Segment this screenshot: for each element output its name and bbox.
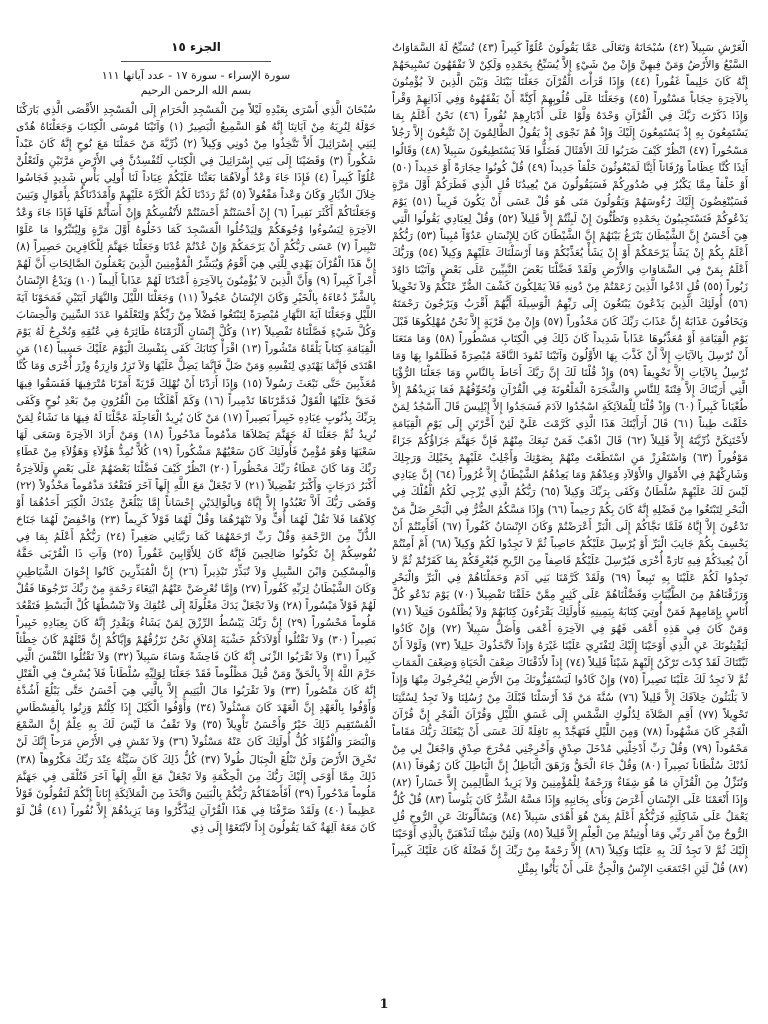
sura-info: سورة الإسراء - سورة ١٧ - عدد آياتها ١١١ xyxy=(101,69,291,82)
sura-header xyxy=(16,40,376,98)
bismillah: بسم الله الرحمن الرحيم xyxy=(140,84,252,97)
right-column-text: الْعَرْشِ سَبِيلاً (٤٢) سُبْحَانَهُ وَتَعَالَى عَمَّا يَقُولُونَ عُلُوّاً كَبِيراً (٤٣) تُسَبِّحُ لَهُ السَّمَاوَاتُ السَّبْعُ وَالأَرْضُ وَمَنْ فِيهِنَّ وَإِنْ مِنْ شَيْءٍ إِلاَّ يُسَبِّحُ بِحَمْدِهِ وَلَكِنْ لاَ تَفْقَهُونَ تَسْبِيحَهُمْ إِنَّهُ كَانَ حَلِيماً غَفُوراً (٤٤) وَإِذَا قَرَأْتَ الْقُرْآنَ جَعَلْنَا بَيْنَكَ وَبَيْنَ الَّذِينَ لاَ يُؤْمِنُونَ بِالآخِرَةِ حِجَاباً مَسْتُوراً (٤٥) وَجَعَلْنَا عَلَى قُلُوبِهِمْ أَكِنَّةً أَنْ يَفْقَهُوهُ وَفِي آذَانِهِمْ وَقْراً وَإِذَا ذَكَرْتَ رَبَّكَ فِي الْقُرْآنِ وَحْدَهُ وَلَّوْا عَلَى أَدْبَارِهِمْ نُفُوراً (٤٦) نَحْنُ أَعْلَمُ بِمَا يَسْتَمِعُونَ بِهِ إِذْ يَسْتَمِعُونَ إِلَيْكَ وَإِذْ هُمْ نَجْوَى إِذْ يَقُولُ الظَّالِمُونَ إِنْ تَتَّبِعُونَ إِلاَّ رَجُلاً مَسْحُوراً (٤٧) انْظُرْ كَيْفَ ضَرَبُوا لَكَ الأَمْثَالَ فَضَلُّوا فَلاَ يَسْتَطِيعُونَ سَبِيلاً (٤٨) وَقَالُوا أَئِذَا كُنَّا عِظَاماً وَرُفَاتاً أَئِنَّا لَمَبْعُوثُونَ خَلْقاً جَدِيداً (٤٩) قُلْ كُونُوا حِجَارَةً أَوْ حَدِيداً (٥٠) أَوْ خَلْقاً مِمَّا يَكْبُرُ فِي صُدُورِكُمْ فَسَيَقُولُونَ مَنْ يُعِيدُنَا قُلِ الَّذِي فَطَرَكُمْ أَوَّلَ مَرَّةٍ فَسَيُنْغِضُونَ إِلَيْكَ رُءُوسَهُمْ وَيَقُولُونَ مَتَى هُوَ قُلْ عَسَى أَنْ يَكُونَ قَرِيباً (٥١) يَوْمَ يَدْعُوكُمْ فَتَسْتَجِيبُونَ بِحَمْدِهِ وَتَظُنُّونَ إِنْ لَبِثْتُمْ إِلاَّ قَلِيلاً (٥٢) وَقُلْ لِعِبَادِي يَقُولُوا الَّتِي هِيَ أَحْسَنُ إِنَّ الشَّيْطَانَ يَنْزَغُ بَيْنَهُمْ إِنَّ الشَّيْطَانَ كَانَ لِلإِنْسَانِ عَدُوّاً مُبِيناً (٥٣) رَبُّكُمْ أَعْلَمُ بِكُمْ إِنْ يَشَأْ يَرْحَمْكُمْ أَوْ إِنْ يَشَأْ يُعَذِّبْكُمْ وَمَا أَرْسَلْنَاكَ عَلَيْهِمْ وَكِيلاً (٥٤) وَرَبُّكَ أَعْلَمُ بِمَنْ فِي السَّمَاوَاتِ وَالأَرْضِ وَلَقَدْ فَضَّلْنَا بَعْضَ النَّبِيِّينَ عَلَى بَعْضٍ وَآتَيْنَا دَاوُدَ زَبُوراً (٥٥) قُلِ ادْعُوا الَّذِينَ زَعَمْتُمْ مِنْ دُونِهِ فَلاَ يَمْلِكُونَ كَشْفَ الضُّرِّ عَنْكُمْ وَلاَ تَحْوِيلاً (٥٦) أُولَئِكَ الَّذِينَ يَدْعُونَ يَبْتَغُونَ إِلَى رَبِّهِمُ الْوَسِيلَةَ أَيُّهُمْ أَقْرَبُ وَيَرْجُونَ رَحْمَتَهُ وَيَخَافُونَ عَذَابَهُ إِنَّ عَذَابَ رَبِّكَ كَانَ مَحْذُوراً (٥٧) وَإِنْ مِنْ قَرْيَةٍ إِلاَّ نَحْنُ مُهْلِكُوهَا قَبْلَ يَوْمِ الْقِيَامَةِ أَوْ مُعَذِّبُوهَا عَذَاباً شَدِيداً كَانَ ذَلِكَ فِي الْكِتَابِ مَسْطُوراً (٥٨) وَمَا مَنَعَنَا أَنْ نُرْسِلَ بِالآيَاتِ إِلاَّ أَنْ كَذَّبَ بِهَا الأَوَّلُونَ وَآتَيْنَا ثَمُودَ النَّاقَةَ مُبْصِرَةً فَظَلَمُوا بِهَا وَمَا نُرْسِلُ بِالآيَاتِ إِلاَّ تَخْوِيفاً (٥٩) وَإِذْ قُلْنَا لَكَ إِنَّ رَبَّكَ أَحَاطَ بِالنَّاسِ وَمَا جَعَلْنَا الرُّؤْيَا الَّتِي أَرَيْنَاكَ إِلاَّ فِتْنَةً لِلنَّاسِ وَالشَّجَرَةَ الْمَلْعُونَةَ فِي الْقُرْآنِ وَنُخَوِّفُهُمْ فَمَا يَزِيدُهُمْ إِلاَّ طُغْيَاناً كَبِيراً (٦٠) وَإِذْ قُلْنَا لِلْمَلاَئِكَةِ اسْجُدُوا لآدَمَ فَسَجَدُوا إِلاَّ إِبْلِيسَ قَالَ أَأَسْجُدُ لِمَنْ خَلَقْتَ طِيناً (٦١) قَالَ أَرَأَيْتَكَ هَذَا الَّذِي كَرَّمْتَ عَلَيَّ لَئِنْ أَخَّرْتَنِ إِلَى يَوْمِ الْقِيَامَةِ لأَحْتَنِكَنَّ ذُرِّيَّتَهُ إِلاَّ قَلِيلاً (٦٢) قَالَ اذْهَبْ فَمَنْ تَبِعَكَ مِنْهُمْ فَإِنَّ جَهَنَّمَ جَزَاؤُكُمْ جَزَاءً مَوْفُوراً (٦٣) وَاسْتَفْزِزْ مَنِ اسْتَطَعْتَ مِنْهُمْ بِصَوْتِكَ وَأَجْلِبْ عَلَيْهِمْ بِخَيْلِكَ وَرَجِلِكَ وَشَارِكْهُمْ فِي الأَمْوَالِ وَالأَوْلاَدِ وَعِدْهُمْ وَمَا يَعِدُهُمُ الشَّيْطَانُ إِلاَّ غُرُوراً (٦٤) إِنَّ عِبَادِي لَيْسَ لَكَ عَلَيْهِمْ سُلْطَانٌ وَكَفَى بِرَبِّكَ وَكِيلاً (٦٥) رَبُّكُمُ الَّذِي يُزْجِي لَكُمُ الْفُلْكَ فِي الْبَحْرِ لِتَبْتَغُوا مِنْ فَضْلِهِ إِنَّهُ كَانَ بِكُمْ رَحِيماً (٦٦) وَإِذَا مَسَّكُمُ الضُّرُّ فِي الْبَحْرِ ضَلَّ مَنْ تَدْعُونَ إِلاَّ إِيَّاهُ فَلَمَّا نَجَّاكُمْ إِلَى الْبَرِّ أَعْرَضْتُمْ وَكَانَ الإِنْسَانُ كَفُوراً (٦٧) أَفَأَمِنْتُمْ أَنْ يَخْسِفَ بِكُمْ جَانِبَ الْبَرِّ أَوْ يُرْسِلَ عَلَيْكُمْ حَاصِباً ثُمَّ لاَ تَجِدُوا لَكُمْ وَكِيلاً (٦٨) أَمْ أَمِنْتُمْ أَنْ يُعِيدَكُمْ فِيهِ تَارَةً أُخْرَى فَيُرْسِلَ عَلَيْكُمْ قَاصِفاً مِنَ الرِّيحِ فَيُغْرِقَكُمْ بِمَا كَفَرْتُمْ ثُمَّ لاَ تَجِدُوا لَكُمْ عَلَيْنَا بِهِ تَبِيعاً (٦٩) وَلَقَدْ كَرَّمْنَا بَنِي آدَمَ وَحَمَلْنَاهُمْ فِي الْبَرِّ وَالْبَحْرِ وَرَزَقْنَاهُمْ مِنَ الطَّيِّبَاتِ وَفَضَّلْنَاهُمْ عَلَى كَثِيرٍ مِمَّنْ خَلَقْنَا تَفْضِيلاً (٧٠) يَوْمَ نَدْعُو كُلَّ أُنَاسٍ بِإِمَامِهِمْ فَمَنْ أُوتِيَ كِتَابَهُ بِيَمِينِهِ فَأُولَئِكَ يَقْرَءُونَ كِتَابَهُمْ وَلاَ يُظْلَمُونَ فَتِيلاً (٧١) وَمَنْ كَانَ فِي هَذِهِ أَعْمَى فَهُوَ فِي الآخِرَةِ أَعْمَى وَأَضَلُّ سَبِيلاً (٧٢) وَإِنْ كَادُوا لَيَفْتِنُونَكَ عَنِ الَّذِي أَوْحَيْنَا إِلَيْكَ لِتَفْتَرِيَ عَلَيْنَا غَيْرَهُ وَإِذاً لاَتَّخَذُوكَ خَلِيلاً (٧٣) وَلَوْلاَ أَنْ ثَبَّتْنَاكَ لَقَدْ كِدْتَ تَرْكَنُ إِلَيْهِمْ شَيْئاً قَلِيلاً (٧٤) إِذاً لأَذَقْنَاكَ ضِعْفَ الْحَيَاةِ وَضِعْفَ الْمَمَاتِ ثُمَّ لاَ تَجِدُ لَكَ عَلَيْنَا نَصِيراً (٧٥) وَإِنْ كَادُوا لَيَسْتَفِزُّونَكَ مِنَ الأَرْضِ لِيُخْرِجُوكَ مِنْهَا وَإِذاً لاَ يَلْبَثُونَ خِلاَفَكَ إِلاَّ قَلِيلاً (٧٦) سُنَّةَ مَنْ قَدْ أَرْسَلْنَا قَبْلَكَ مِنْ رُسُلِنَا وَلاَ تَجِدُ لِسُنَّتِنَا تَحْوِيلاً (٧٧) أَقِمِ الصَّلاَةَ لِدُلُوكِ الشَّمْسِ إِلَى غَسَقِ اللَّيْلِ وَقُرْآنَ الْفَجْرِ إِنَّ قُرْآنَ الْفَجْرِ كَانَ مَشْهُوداً (٧٨) وَمِنَ اللَّيْلِ فَتَهَجَّدْ بِهِ نَافِلَةً لَكَ عَسَى أَنْ يَبْعَثَكَ رَبُّكَ مَقَاماً مَحْمُوداً (٧٩) وَقُلْ رَبِّ أَدْخِلْنِي مُدْخَلَ صِدْقٍ وَأَخْرِجْنِي مُخْرَجَ صِدْقٍ وَاجْعَلْ لِي مِنْ لَدُنْكَ سُلْطَاناً نَصِيراً (٨٠) وَقُلْ جَاءَ الْحَقُّ وَزَهَقَ الْبَاطِلُ إِنَّ الْبَاطِلَ كَانَ زَهُوقاً (٨١) وَنُنَزِّلُ مِنَ الْقُرْآنِ مَا هُوَ شِفَاءٌ وَرَحْمَةٌ لِلْمُؤْمِنِينَ وَلاَ يَزِيدُ الظَّالِمِينَ إِلاَّ خَسَاراً (٨٢) وَإِذَا أَنْعَمْنَا عَلَى الإِنْسَانِ أَعْرَضَ وَنَأَى بِجَانِبِهِ وَإِذَا مَسَّهُ الشَّرُّ كَانَ يَئُوساً (٨٣) قُلْ كُلٌّ يَعْمَلُ عَلَى شَاكِلَتِهِ فَرَبُّكُمْ أَعْلَمُ بِمَنْ هُوَ أَهْدَى سَبِيلاً (٨٤) وَيَسْأَلُونَكَ عَنِ الرُّوحِ قُلِ الرُّوحُ مِنْ أَمْرِ رَبِّي وَمَا أُوتِيتُمْ مِنَ الْعِلْمِ إِلاَّ قَلِيلاً (٨٥) وَلَئِنْ شِئْنَا لَنَذْهَبَنَّ بِالَّذِي أَوْحَيْنَا إِلَيْكَ ثُمَّ لاَ تَجِدُ لَكَ بِهِ عَلَيْنَا وَكِيلاً (٨٦) إِلاَّ رَحْمَةً مِنْ رَبِّكَ إِنَّ فَضْلَهُ كَانَ عَلَيْكَ كَبِيراً (٨٧) قُلْ لَئِنِ اجْتَمَعَتِ الإِنْسُ وَالْجِنُّ عَلَى أَنْ يَأْتُوا بِمِثْلِ xyxy=(392,42,748,875)
left-column xyxy=(16,40,376,1000)
left-column-text: سُبْحَانَ الَّذِي أَسْرَى بِعَبْدِهِ لَيْلاً مِنَ الْمَسْجِدِ الْحَرَامِ إِلَى الْمَسْجِدِ الأَقْصَى الَّذِي بَارَكْنَا حَوْلَهُ لِنُرِيَهُ مِنْ آيَاتِنَا إِنَّهُ هُوَ السَّمِيعُ الْبَصِيرُ (١) وَآتَيْنَا مُوسَى الْكِتَابَ وَجَعَلْنَاهُ هُدًى لِبَنِي إِسْرَائِيلَ أَلاَّ تَتَّخِذُوا مِنْ دُونِي وَكِيلاً (٢) ذُرِّيَّةَ مَنْ حَمَلْنَا مَعَ نُوحٍ إِنَّهُ كَانَ عَبْداً شَكُوراً (٣) وَقَضَيْنَا إِلَى بَنِي إِسْرَائِيلَ فِي الْكِتَابِ لَتُفْسِدُنَّ فِي الأَرْضِ مَرَّتَيْنِ وَلَتَعْلُنَّ عُلُوّاً كَبِيراً (٤) فَإِذَا جَاءَ وَعْدُ أُولاَهُمَا بَعَثْنَا عَلَيْكُمْ عِبَاداً لَنَا أُولِي بَأْسٍ شَدِيدٍ فَجَاسُوا خِلاَلَ الدِّيَارِ وَكَانَ وَعْداً مَفْعُولاً (٥) ثُمَّ رَدَدْنَا لَكُمُ الْكَرَّةَ عَلَيْهِمْ وَأَمْدَدْنَاكُمْ بِأَمْوَالٍ وَبَنِينَ وَجَعَلْنَاكُمْ أَكْثَرَ نَفِيراً (٦) إِنْ أَحْسَنْتُمْ أَحْسَنْتُمْ لأَنْفُسِكُمْ وَإِنْ أَسَأْتُمْ فَلَهَا فَإِذَا جَاءَ وَعْدُ الآخِرَةِ لِيَسُوءُوا وُجُوهَكُمْ وَلِيَدْخُلُوا الْمَسْجِدَ كَمَا دَخَلُوهُ أَوَّلَ مَرَّةٍ وَلِيُتَبِّرُوا مَا عَلَوْا تَتْبِيراً (٧) عَسَى رَبُّكُمْ أَنْ يَرْحَمَكُمْ وَإِنْ عُدْتُمْ عُدْنَا وَجَعَلْنَا جَهَنَّمَ لِلْكَافِرِينَ حَصِيراً (٨) إِنَّ هَذَا الْقُرْآنَ يَهْدِي لِلَّتِي هِيَ أَقْوَمُ وَيُبَشِّرُ الْمُؤْمِنِينَ الَّذِينَ يَعْمَلُونَ الصَّالِحَاتِ أَنَّ لَهُمْ أَجْراً كَبِيراً (٩) وَأَنَّ الَّذِينَ لاَ يُؤْمِنُونَ بِالآخِرَةِ أَعْتَدْنَا لَهُمْ عَذَاباً أَلِيماً (١٠) وَيَدْعُ الإِنْسَانُ بِالشَّرِّ دُعَاءَهُ بِالْخَيْرِ وَكَانَ الإِنْسَانُ عَجُولاً (١١) وَجَعَلْنَا اللَّيْلَ وَالنَّهَارَ آيَتَيْنِ فَمَحَوْنَا آيَةَ اللَّيْلِ وَجَعَلْنَا آيَةَ النَّهَارِ مُبْصِرَةً لِتَبْتَغُوا فَضْلاً مِنْ رَبِّكُمْ وَلِتَعْلَمُوا عَدَدَ السِّنِينَ وَالْحِسَابَ وَكُلَّ شَيْءٍ فَصَّلْنَاهُ تَفْصِيلاً (١٢) وَكُلَّ إِنْسَانٍ أَلْزَمْنَاهُ طَائِرَهُ فِي عُنُقِهِ وَنُخْرِجُ لَهُ يَوْمَ الْقِيَامَةِ كِتَاباً يَلْقَاهُ مَنْشُوراً (١٣) اقْرَأْ كِتَابَكَ كَفَى بِنَفْسِكَ الْيَوْمَ عَلَيْكَ حَسِيباً (١٤) مَنِ اهْتَدَى فَإِنَّمَا يَهْتَدِي لِنَفْسِهِ وَمَنْ ضَلَّ فَإِنَّمَا يَضِلُّ عَلَيْهَا وَلاَ تَزِرُ وَازِرَةٌ وِزْرَ أُخْرَى وَمَا كُنَّا مُعَذِّبِينَ حَتَّى نَبْعَثَ رَسُولاً (١٥) وَإِذَا أَرَدْنَا أَنْ نُهْلِكَ قَرْيَةً أَمَرْنَا مُتْرَفِيهَا فَفَسَقُوا فِيهَا فَحَقَّ عَلَيْهَا الْقَوْلُ فَدَمَّرْنَاهَا تَدْمِيراً (١٦) وَكَمْ أَهْلَكْنَا مِنَ الْقُرُونِ مِنْ بَعْدِ نُوحٍ وَكَفَى بِرَبِّكَ بِذُنُوبِ عِبَادِهِ خَبِيراً بَصِيراً (١٧) مَنْ كَانَ يُرِيدُ الْعَاجِلَةَ عَجَّلْنَا لَهُ فِيهَا مَا نَشَاءُ لِمَنْ نُرِيدُ ثُمَّ جَعَلْنَا لَهُ جَهَنَّمَ يَصْلاَهَا مَذْمُوماً مَدْحُوراً (١٨) وَمَنْ أَرَادَ الآخِرَةَ وَسَعَى لَهَا سَعْيَهَا وَهُوَ مُؤْمِنٌ فَأُولَئِكَ كَانَ سَعْيُهُمْ مَشْكُوراً (١٩) كُلاًّ نُمِدُّ هَؤُلاَءِ وَهَؤُلاَءِ مِنْ عَطَاءِ رَبِّكَ وَمَا كَانَ عَطَاءُ رَبِّكَ مَحْظُوراً (٢٠) انْظُرْ كَيْفَ فَضَّلْنَا بَعْضَهُمْ عَلَى بَعْضٍ وَلَلآخِرَةُ أَكْبَرُ دَرَجَاتٍ وَأَكْبَرُ تَفْضِيلاً (٢١) لاَ تَجْعَلْ مَعَ اللَّهِ إِلَهاً آخَرَ فَتَقْعُدَ مَذْمُوماً مَخْذُولاً (٢٢) وَقَضَى رَبُّكَ أَلاَّ تَعْبُدُوا إِلاَّ إِيَّاهُ وَبِالْوَالِدَيْنِ إِحْسَاناً إِمَّا يَبْلُغَنَّ عِنْدَكَ الْكِبَرَ أَحَدُهُمَا أَوْ كِلاَهُمَا فَلاَ تَقُلْ لَهُمَا أُفٍّ وَلاَ تَنْهَرْهُمَا وَقُلْ لَهُمَا قَوْلاً كَرِيماً (٢٣) وَاخْفِضْ لَهُمَا جَنَاحَ الذُّلِّ مِنَ الرَّحْمَةِ وَقُلْ رَبِّ ارْحَمْهُمَا كَمَا رَبَّيَانِي صَغِيراً (٢٤) رَبُّكُمْ أَعْلَمُ بِمَا فِي نُفُوسِكُمْ إِنْ تَكُونُوا صَالِحِينَ فَإِنَّهُ كَانَ لِلأَوَّابِينَ غَفُوراً (٢٥) وَآتِ ذَا الْقُرْبَى حَقَّهُ وَالْمِسْكِينَ وَابْنَ السَّبِيلِ وَلاَ تُبَذِّرْ تَبْذِيراً (٢٦) إِنَّ الْمُبَذِّرِينَ كَانُوا إِخْوَانَ الشَّيَاطِينِ وَكَانَ الشَّيْطَانُ لِرَبِّهِ كَفُوراً (٢٧) وَإِمَّا تُعْرِضَنَّ عَنْهُمُ ابْتِغَاءَ رَحْمَةٍ مِنْ رَبِّكَ تَرْجُوهَا فَقُلْ لَهُمْ قَوْلاً مَيْسُوراً (٢٨) وَلاَ تَجْعَلْ يَدَكَ مَغْلُولَةً إِلَى عُنُقِكَ وَلاَ تَبْسُطْهَا كُلَّ الْبَسْطِ فَتَقْعُدَ مَلُوماً مَحْسُوراً (٢٩) إِنَّ رَبَّكَ يَبْسُطُ الرِّزْقَ لِمَنْ يَشَاءُ وَيَقْدِرُ إِنَّهُ كَانَ بِعِبَادِهِ خَبِيراً بَصِيراً (٣٠) وَلاَ تَقْتُلُوا أَوْلاَدَكُمْ خَشْيَةَ إِمْلاَقٍ نَحْنُ نَرْزُقُهُمْ وَإِيَّاكُمْ إِنَّ قَتْلَهُمْ كَانَ خِطْئاً كَبِيراً (٣١) وَلاَ تَقْرَبُوا الزِّنَى إِنَّهُ كَانَ فَاحِشَةً وَسَاءَ سَبِيلاً (٣٢) وَلاَ تَقْتُلُوا النَّفْسَ الَّتِي حَرَّمَ اللَّهُ إِلاَّ بِالْحَقِّ وَمَنْ قُتِلَ مَظْلُوماً فَقَدْ جَعَلْنَا لِوَلِيِّهِ سُلْطَاناً فَلاَ يُسْرِفْ فِي الْقَتْلِ إِنَّهُ كَانَ مَنْصُوراً (٣٣) وَلاَ تَقْرَبُوا مَالَ الْيَتِيمِ إِلاَّ بِالَّتِي هِيَ أَحْسَنُ حَتَّى يَبْلُغَ أَشُدَّهُ وَأَوْفُوا بِالْعَهْدِ إِنَّ الْعَهْدَ كَانَ مَسْئُولاً (٣٤) وَأَوْفُوا الْكَيْلَ إِذَا كِلْتُمْ وَزِنُوا بِالْقِسْطَاسِ الْمُسْتَقِيمِ ذَلِكَ خَيْرٌ وَأَحْسَنُ تَأْوِيلاً (٣٥) وَلاَ تَقْفُ مَا لَيْسَ لَكَ بِهِ عِلْمٌ إِنَّ السَّمْعَ وَالْبَصَرَ وَالْفُؤَادَ كُلُّ أُولَئِكَ كَانَ عَنْهُ مَسْئُولاً (٣٦) وَلاَ تَمْشِ فِي الأَرْضِ مَرَحاً إِنَّكَ لَنْ تَخْرِقَ الأَرْضَ وَلَنْ تَبْلُغَ الْجِبَالَ طُولاً (٣٧) كُلُّ ذَلِكَ كَانَ سَيِّئُهُ عِنْدَ رَبِّكَ مَكْرُوهاً (٣٨) ذَلِكَ مِمَّا أَوْحَى إِلَيْكَ رَبُّكَ مِنَ الْحِكْمَةِ وَلاَ تَجْعَلْ مَعَ اللَّهِ إِلَهاً آخَرَ فَتُلْقَى فِي جَهَنَّمَ مَلُوماً مَدْحُوراً (٣٩) أَفَأَصْفَاكُمْ رَبُّكُمْ بِالْبَنِينَ وَاتَّخَذَ مِنَ الْمَلاَئِكَةِ إِنَاثاً إِنَّكُمْ لَتَقُولُونَ قَوْلاً عَظِيماً (٤٠) وَلَقَدْ صَرَّفْنَا فِي هَذَا الْقُرْآنِ لِيَذَّكَّرُوا وَمَا يَزِيدُهُمْ إِلاَّ نُفُوراً (٤١) قُلْ لَوْ كَانَ مَعَهُ آلِهَةٌ كَمَا يَقُولُونَ إِذاً لاَبْتَغَوْا إِلَى ذِي xyxy=(16,104,376,834)
right-column xyxy=(392,40,748,1000)
page-number: 1 xyxy=(379,997,389,1012)
juz-label: الجزء ١٥ xyxy=(171,40,221,54)
header-divider xyxy=(121,61,271,62)
